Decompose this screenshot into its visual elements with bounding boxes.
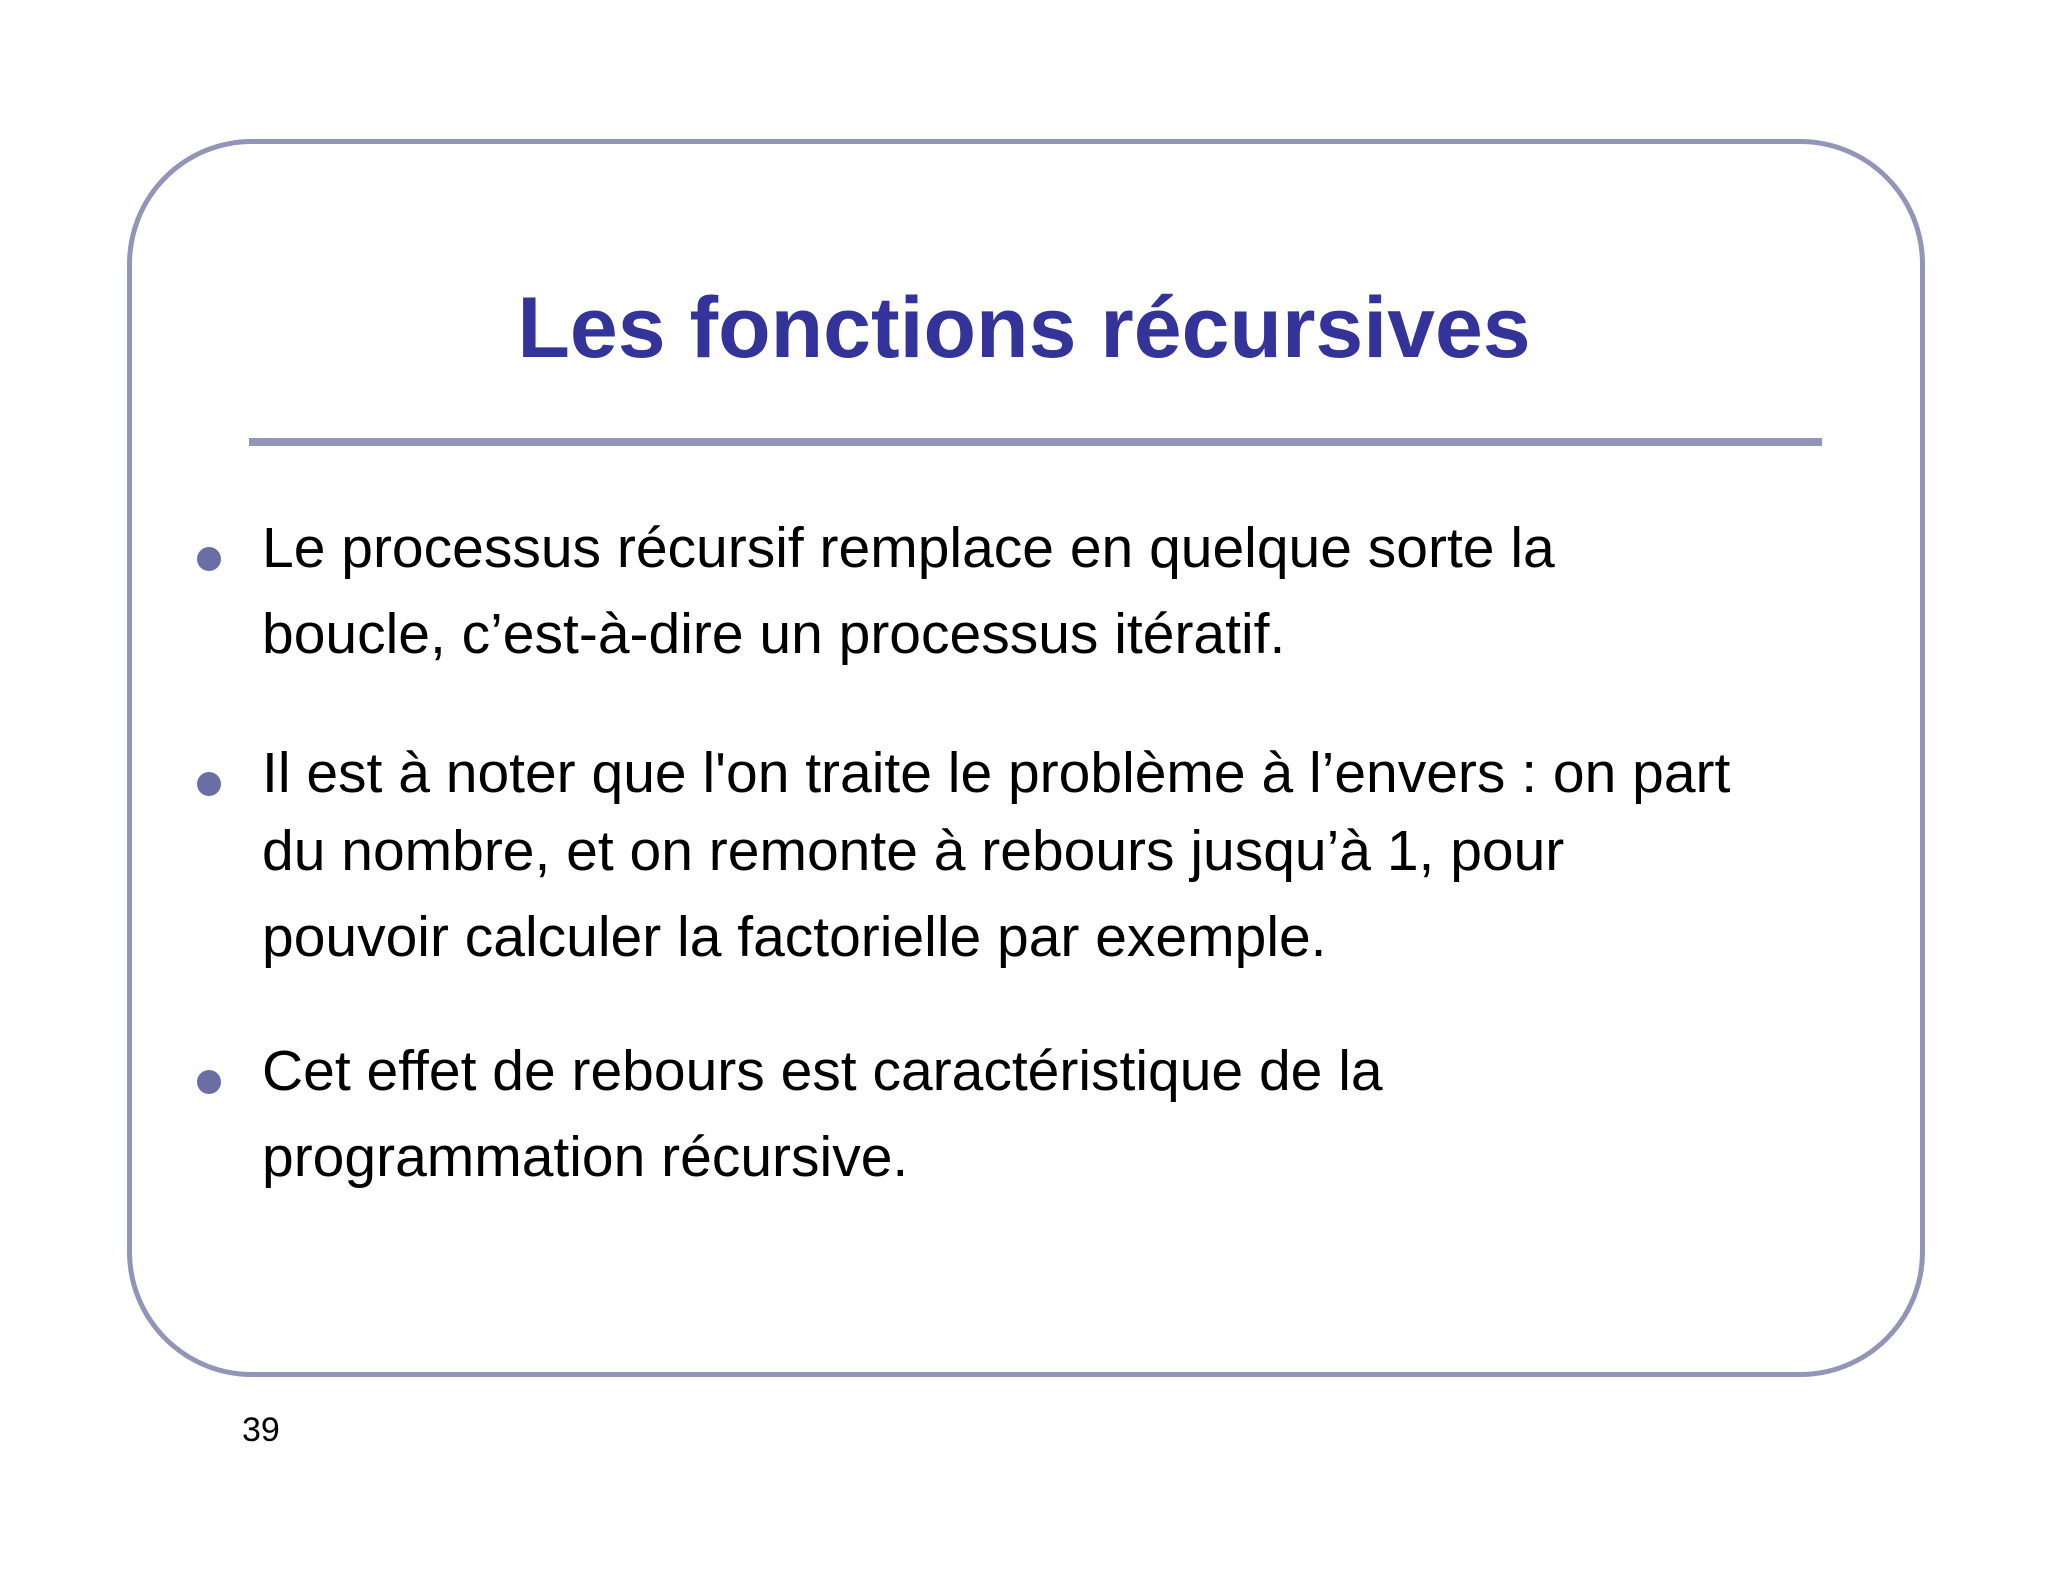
bullet-item xyxy=(262,509,1882,681)
bullet-item xyxy=(262,734,1882,984)
bullet-line: Il est à noter que l'on traite le problème à l’envers : on part xyxy=(262,741,1731,805)
title-divider xyxy=(249,438,1822,446)
bullet-dot-icon xyxy=(197,547,221,571)
bullet-dot-icon xyxy=(197,1070,221,1094)
bullet-line: programmation récursive. xyxy=(262,1125,909,1189)
bullet-item xyxy=(262,1032,1882,1204)
bullet-line: pouvoir calculer la factorielle par exemple. xyxy=(262,905,1327,969)
slide-title: Les fonctions récursives xyxy=(517,280,1531,376)
bullet-line: du nombre, et on remonte à rebours jusqu’à 1, pour xyxy=(262,819,1565,883)
page-number: 39 xyxy=(242,1411,280,1449)
bullet-dot-icon xyxy=(197,772,221,796)
bullet-line: boucle, c’est-à-dire un processus itératif. xyxy=(262,602,1286,666)
bullet-line: Le processus récursif remplace en quelque sorte la xyxy=(262,516,1555,580)
bullet-line: Cet effet de rebours est caractéristique de la xyxy=(262,1039,1383,1103)
